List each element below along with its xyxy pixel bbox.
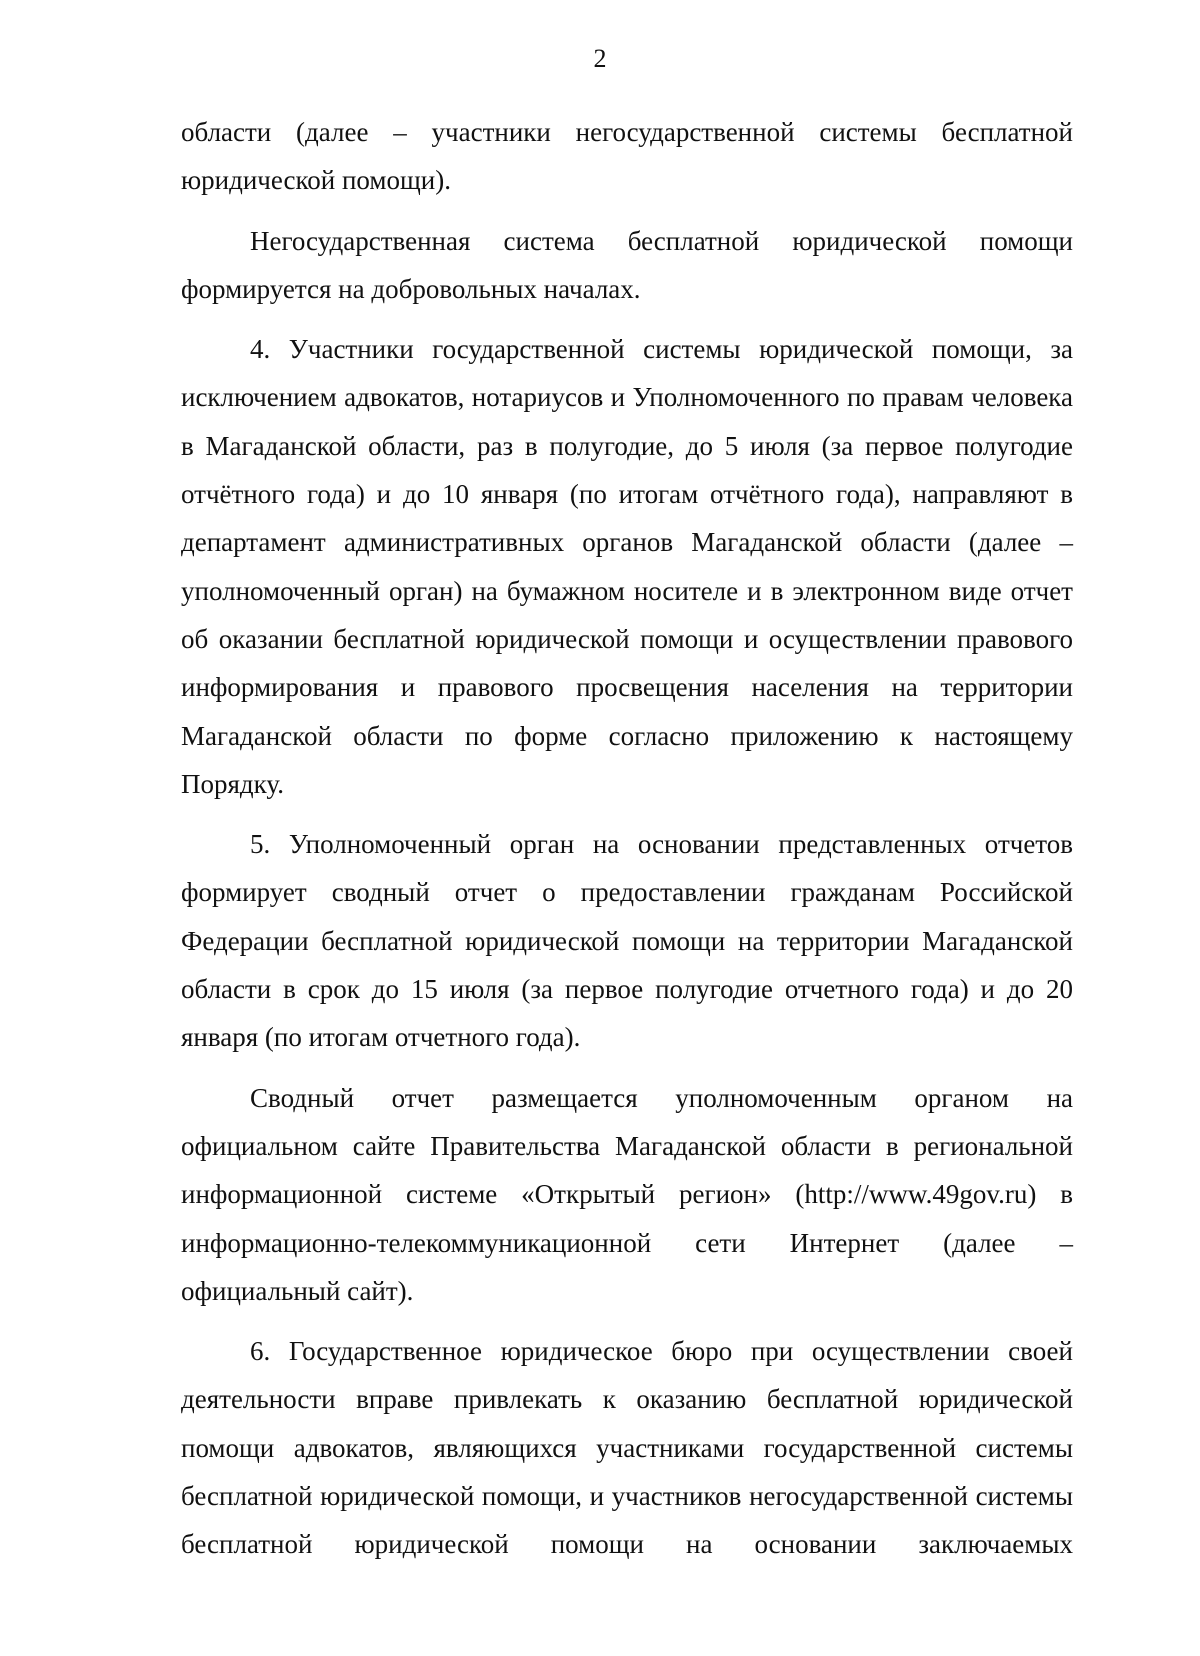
paragraph-continuation: области (далее – участники негосударственной системы бесплатной юридической помощи). [181, 117, 1073, 196]
document-body [181, 108, 1073, 1569]
page-number: 2 [593, 44, 607, 73]
paragraph-non-state-system: Негосударственная система бесплатной юридической помощи формируется на добровольных началах. [181, 225, 1073, 304]
paragraph-consolidated-report: Сводный отчет размещается уполномоченным органом на официальном сайте Правительства Магаданской области в региональной информационной системе «Открытый регион» (http://www.49gov.ru) в информационно-телекоммуникационной сети Интернет (далее – официальный сайт). [181, 1082, 1073, 1306]
paragraph-item-6: 6. Государственное юридическое бюро при осуществлении своей деятельности вправе привлекать к оказанию бесплатной юридической помощи адвокатов, являющихся участниками государственной системы бесплатной юридической помощи, и участников негосударственной системы бесплатной юридической помощи на основании заключаемых [181, 1336, 1073, 1560]
paragraph-item-5: 5. Уполномоченный орган на основании представленных отчетов формирует сводный отчет о предоставлении гражданам Российской Федерации бесплатной юридической помощи на территории Магаданской области в срок до 15 июля (за первое полугодие отчетного года) и до 20 января (по итогам отчетного года). [181, 829, 1073, 1053]
paragraph-item-4: 4. Участники государственной системы юридической помощи, за исключением адвокатов, нотариусов и Уполномоченного по правам человека в Магаданской области, раз в полугодие, до 5 июля (за первое полугодие отчётного года) и до 10 января (по итогам отчётного года), направляют в департамент административных органов Магаданской области (далее – уполномоченный орган) на бумажном носителе и в электронном виде отчет об оказании бесплатной юридической помощи и осуществлении правового информирования и правового просвещения населения на территории Магаданской области по форме согласно приложению к настоящему Порядку. [181, 334, 1073, 799]
